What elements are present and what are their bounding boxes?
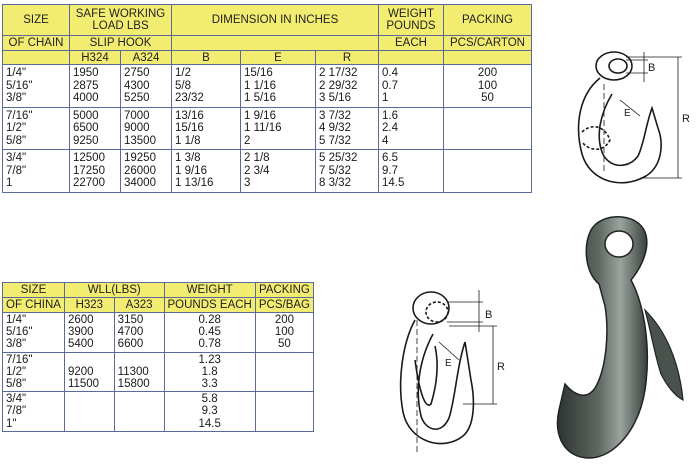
packing-value: 50	[481, 92, 494, 104]
b-value: 1 1/8	[175, 134, 201, 147]
grab-hook-photo	[545, 210, 695, 465]
h324-value: 17250	[73, 164, 105, 177]
h324-value: 22700	[73, 177, 105, 189]
size-value: 1	[6, 177, 13, 189]
h323-value	[68, 418, 111, 430]
packing-cell	[255, 352, 313, 392]
size-value: 1"	[6, 417, 17, 430]
r-value: 2 29/32	[319, 79, 358, 92]
weight-value: 0.45	[198, 326, 221, 339]
packing-value	[259, 405, 310, 417]
size-value: 3/4"	[6, 393, 27, 406]
b-cell	[172, 65, 241, 108]
e-value: 3	[244, 177, 251, 189]
b-value: 13/16	[175, 109, 204, 122]
b-value: 1 13/16	[175, 177, 214, 189]
weight-cell	[379, 65, 444, 108]
size-value: 7/16"	[6, 109, 33, 122]
blank-header	[3, 51, 70, 65]
size-header: SIZE	[3, 283, 65, 298]
blank-header	[444, 51, 532, 65]
a324-value: 4300	[124, 79, 150, 92]
r-value: 4 9/32	[319, 122, 351, 134]
a323-value	[118, 354, 161, 366]
r-value: 5 25/32	[319, 152, 358, 164]
a324-value: 9000	[124, 122, 150, 134]
h323-cell	[64, 313, 114, 353]
a324-cell	[121, 150, 172, 193]
hook-eye-outline	[413, 292, 449, 324]
r-label: R	[497, 361, 505, 373]
weight-value: 1	[382, 92, 389, 104]
weight-value: 14.5	[382, 177, 405, 189]
packing-value: 200	[274, 314, 295, 326]
e-value: 1 1/16	[244, 79, 276, 92]
weight-value: 9.3	[201, 405, 218, 418]
weight-value: 1.6	[382, 109, 398, 122]
size-header: SIZE	[3, 5, 70, 36]
a324-value: 2750	[124, 67, 150, 79]
a324-value: 34000	[124, 177, 156, 189]
h323-value	[68, 393, 111, 405]
hook-body-shape	[557, 217, 647, 458]
e-header: E	[241, 51, 316, 65]
hook-section-dashed	[582, 127, 610, 150]
hook-eye-hole	[605, 231, 633, 257]
packing-value	[447, 135, 528, 148]
packing-value	[447, 177, 528, 190]
weight-value: 3.3	[201, 378, 218, 391]
a323-value	[118, 393, 161, 405]
weight-header: WEIGHT	[164, 283, 255, 298]
a324-value: 13500	[124, 134, 156, 147]
slip-hook-drawing	[560, 44, 700, 204]
packing-value: 100	[477, 79, 498, 92]
a323-cell	[114, 392, 164, 432]
packing-value	[259, 418, 310, 430]
h323-cell	[64, 352, 114, 392]
weight-cell	[379, 107, 444, 150]
size-value: 5/8"	[6, 378, 27, 391]
h324-value: 4000	[73, 92, 99, 104]
row-group	[3, 352, 314, 392]
e-value: 1 9/16	[244, 109, 276, 122]
b-label: B	[648, 62, 656, 74]
packing-cell	[444, 65, 532, 108]
a324-value: 19250	[124, 152, 156, 164]
packing-value	[259, 366, 310, 378]
b-value: 15/16	[175, 122, 204, 134]
r-header: R	[316, 51, 379, 65]
a323-value	[118, 418, 161, 430]
r-value: 5 7/32	[319, 134, 351, 147]
b-value: 1 3/8	[175, 152, 201, 164]
size-value: 5/16"	[6, 326, 33, 339]
weight-value: 5.8	[201, 393, 218, 406]
weight-value: 0.7	[382, 79, 398, 92]
a323-header: A323	[114, 298, 164, 313]
e-cell	[241, 65, 316, 108]
packing-value: 50	[278, 338, 291, 351]
row-group	[3, 392, 314, 432]
row-group	[3, 313, 314, 353]
slip-hook-header: SLIP HOOK	[70, 36, 172, 51]
h324-value: 6500	[73, 122, 99, 134]
h323-value: 3900	[67, 326, 94, 339]
size-cell	[3, 65, 70, 108]
pcs-bag-header: PCS/BAG	[255, 298, 313, 313]
packing-value	[447, 122, 528, 135]
h324-value: 5000	[73, 109, 99, 122]
size-value: 1/4"	[6, 67, 27, 79]
r-value: 3 5/16	[319, 92, 351, 104]
packing-value	[259, 378, 310, 390]
size-cell	[3, 313, 65, 353]
wll-header: WLL(LBS)	[64, 283, 164, 298]
size-value: 1/2"	[6, 365, 27, 378]
row-group	[3, 65, 532, 108]
a324-value: 5250	[124, 92, 150, 104]
size-value: 1/4"	[6, 314, 27, 326]
h323-header: H323	[64, 298, 114, 313]
packing-cell	[444, 107, 532, 150]
grab-hook-drawing	[385, 280, 525, 460]
e-value: 2 1/8	[244, 152, 270, 164]
r-label: R	[682, 113, 690, 125]
weight-value: 2.4	[382, 122, 398, 134]
e-value: 2	[244, 134, 251, 147]
pcs-carton-header: PCS/CARTON	[444, 36, 532, 51]
e-label: E	[624, 108, 631, 119]
h323-value: 11500	[67, 378, 100, 391]
b-cell	[172, 150, 241, 193]
b-cell	[172, 107, 241, 150]
b-label: B	[485, 309, 493, 321]
each-header: EACH	[379, 36, 444, 51]
weight-cell	[164, 352, 255, 392]
packing-value	[259, 354, 310, 366]
packing-value: 200	[477, 67, 498, 79]
size-value: 7/8"	[6, 164, 27, 177]
packing-header: PACKING	[444, 5, 532, 36]
grab-hook-spec-table	[2, 282, 314, 432]
packing-value	[447, 165, 528, 178]
safe-working-load-header: SAFE WORKING LOAD LBS	[70, 5, 172, 36]
size-value: 1/2"	[6, 122, 27, 134]
size-value: 3/4"	[6, 152, 27, 164]
weight-value: 1.8	[201, 365, 218, 378]
weight-value: 9.7	[382, 164, 398, 177]
h323-value: 9200	[67, 365, 94, 378]
size-value: 5/16"	[6, 79, 33, 92]
a324-value: 7000	[124, 109, 150, 122]
b-value: 1/2	[175, 67, 191, 79]
weight-value: 4	[382, 134, 389, 147]
r-cell	[316, 107, 379, 150]
h324-cell	[70, 65, 121, 108]
weight-value: 0.4	[382, 67, 398, 79]
dimension-blank-header	[172, 36, 379, 51]
hook-tip-shape	[645, 310, 683, 400]
weight-cell	[379, 150, 444, 193]
pounds-each-header: POUNDS EACH	[164, 298, 255, 313]
h324-value: 2875	[73, 79, 99, 92]
a324-cell	[121, 107, 172, 150]
packing-cell	[444, 150, 532, 193]
hook-body-outline	[401, 320, 474, 444]
b-header: B	[172, 51, 241, 65]
e-value: 15/16	[244, 67, 273, 79]
packing-value	[447, 110, 528, 123]
row-group	[3, 107, 532, 150]
e-cell	[241, 150, 316, 193]
weight-cell	[164, 313, 255, 353]
e-value: 1 5/16	[244, 92, 276, 104]
packing-value	[447, 152, 528, 165]
of-china-header: OF CHINA	[3, 298, 65, 313]
a323-value: 15800	[117, 378, 150, 391]
a323-value	[118, 405, 161, 417]
of-chain-header: OF CHAIN	[3, 36, 70, 51]
h324-value: 12500	[73, 152, 105, 164]
h323-value	[68, 354, 111, 366]
a324-header: A324	[121, 51, 172, 65]
dimension-header: DIMENSION IN INCHES	[172, 5, 379, 36]
size-value: 7/16"	[6, 353, 33, 366]
h324-header: H324	[70, 51, 121, 65]
hook-body-outline	[579, 78, 662, 183]
h323-value: 2600	[67, 314, 94, 326]
a323-cell	[114, 313, 164, 353]
r-value: 7 5/32	[319, 164, 351, 177]
a323-value: 6600	[117, 338, 144, 351]
b-value: 5/8	[175, 79, 191, 92]
r-value: 8 3/32	[319, 177, 351, 189]
e-label: E	[445, 358, 452, 369]
a323-value: 3150	[117, 314, 144, 326]
row-group	[3, 150, 532, 193]
packing-header: PACKING	[255, 283, 313, 298]
weight-value: 6.5	[382, 152, 398, 164]
slip-hook-spec-table	[2, 4, 532, 193]
weight-cell	[164, 392, 255, 432]
weight-value: 14.5	[198, 417, 221, 430]
weight-value: 0.78	[198, 338, 221, 351]
r-cell	[316, 65, 379, 108]
weight-value: 1.23	[198, 353, 221, 366]
weight-value: 0.28	[198, 314, 221, 326]
size-value: 5/8"	[6, 134, 27, 147]
b-value: 23/32	[175, 92, 204, 104]
size-cell	[3, 107, 70, 150]
packing-cell	[255, 392, 313, 432]
size-value: 7/8"	[6, 405, 27, 418]
e-value: 2 3/4	[244, 164, 270, 177]
size-cell	[3, 392, 65, 432]
size-cell	[3, 150, 70, 193]
r-cell	[316, 150, 379, 193]
h323-cell	[64, 392, 114, 432]
b-value: 1 9/16	[175, 164, 207, 177]
packing-cell	[255, 313, 313, 353]
h324-cell	[70, 150, 121, 193]
hook-eye-hole	[609, 59, 627, 73]
a323-cell	[114, 352, 164, 392]
r-value: 2 17/32	[319, 67, 358, 79]
hook-eye-hole	[426, 302, 448, 322]
h324-value: 9250	[73, 134, 99, 147]
size-value: 3/8"	[6, 92, 27, 104]
blank-header	[379, 51, 444, 65]
h324-cell	[70, 107, 121, 150]
h323-value: 5400	[67, 338, 94, 351]
a323-value: 4700	[117, 326, 144, 339]
packing-value	[259, 393, 310, 405]
h323-value	[68, 405, 111, 417]
size-value: 3/8"	[6, 338, 27, 351]
a324-cell	[121, 65, 172, 108]
weight-header: WEIGHT POUNDS	[379, 5, 444, 36]
size-cell	[3, 352, 65, 392]
a324-value: 26000	[124, 164, 156, 177]
r-value: 3 7/32	[319, 109, 351, 122]
e-cell	[241, 107, 316, 150]
packing-value: 100	[274, 326, 295, 339]
a323-value: 11300	[117, 365, 149, 378]
e-value: 1 11/16	[244, 122, 282, 134]
h324-value: 1950	[73, 67, 99, 79]
